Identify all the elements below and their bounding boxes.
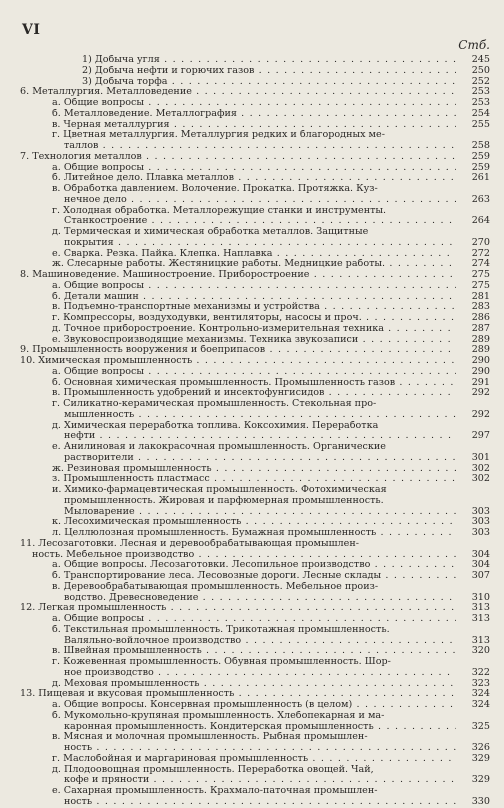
toc-entry <box>20 109 490 120</box>
toc-entry-title: г. Цветная металлургия. Металлургия редких и благородных ме- <box>52 130 385 141</box>
toc-entry-page: 313 <box>471 634 490 646</box>
toc-entry-page: 286 <box>471 312 490 323</box>
toc-entry-page: 301 <box>471 451 490 463</box>
toc-entry-page: 325 <box>471 720 490 732</box>
toc-entry-page: 258 <box>471 140 490 151</box>
toc-entry-title: в. Обработка давлением. Волочение. Прокатка. Протяжка. Куз- <box>52 184 378 194</box>
toc-entry-title: водство. Древесноведение . . . <box>20 593 456 604</box>
toc-entry-title: л. Целлюлозная промышленность. Бумажная промышленность . . . <box>20 528 456 539</box>
toc-entry-page: 292 <box>471 387 490 399</box>
toc-entry-title: д. Меховая промышленность . . . <box>20 679 456 690</box>
toc-entry-page: 290 <box>471 365 490 377</box>
toc-entry-page: 255 <box>471 118 490 130</box>
toc-entry <box>20 324 490 335</box>
toc-entry <box>20 614 490 625</box>
toc-entry-title: д. Плодоовощная промышленность. Переработка овощей. Чай, <box>52 764 374 775</box>
toc-entry-title: б. Литейное дело. Плавка металлов . . . <box>20 173 456 184</box>
toc-entry-title: 12. Легкая промышленность . . . <box>20 603 456 614</box>
toc-entry <box>20 313 490 324</box>
toc-entry-page: 324 <box>471 699 490 710</box>
toc-entry <box>20 442 490 464</box>
toc-entry <box>20 335 490 346</box>
toc-entry-page: 313 <box>471 613 490 624</box>
toc-entry-title: г. Маслобойная и маргариновая промышленность . . . <box>20 754 456 765</box>
toc-entry <box>20 87 490 98</box>
toc-entry-page: 326 <box>471 742 490 753</box>
toc-entry <box>20 249 490 260</box>
toc-entry-title: к. Лесохимическая промышленность . . . <box>20 517 456 528</box>
toc-entry-page: 330 <box>471 795 490 807</box>
toc-entry <box>20 345 490 356</box>
toc-entry-title: ж. Слесарные работы. Жестяницкие работы. Медницкие работы. . . . <box>20 259 456 270</box>
toc-entry-title: д. Химическая переработка топлива. Коксохимия. Переработка <box>52 420 379 431</box>
toc-entry-title: Валяльно-войлочное производство . . . <box>20 636 456 647</box>
toc-entry-page: 323 <box>471 677 490 689</box>
toc-entry <box>20 539 490 561</box>
toc-entry <box>20 560 490 571</box>
toc-entry-title: а. Общие вопросы . . . <box>20 281 456 292</box>
toc-entry-title: д. Точное приборостроение. Контрольно-измерительная техника . . . <box>20 324 456 335</box>
toc-entry <box>20 77 490 88</box>
toc-entry <box>20 754 490 765</box>
toc-entry <box>20 732 490 754</box>
toc-entry-title: 6. Металлургия. Металловедение . . . <box>20 87 456 98</box>
toc-entry-title: в. Черная металлургия . . . <box>20 120 456 131</box>
toc-entry <box>20 474 490 485</box>
toc-entry-page: 291 <box>471 376 490 388</box>
toc-entry-page: 290 <box>471 355 490 366</box>
toc-entry-title: 3) Добыча торфа . . . <box>20 77 456 88</box>
toc-entry <box>20 292 490 303</box>
toc-entry-page: 254 <box>471 107 490 119</box>
toc-entry-page: 289 <box>471 344 490 356</box>
toc-entry-page: 261 <box>471 172 490 184</box>
toc-entry-title: в. Мясная и молочная промышленность. Рыбная промышлен- <box>52 732 368 743</box>
toc-entry-title: промышленность. Жировая и парфюмерная промышленность. <box>64 495 384 506</box>
toc-entry-title: нефти . . . <box>20 431 456 442</box>
toc-entry-title: а. Общие вопросы. Консервная промышленность (в целом) . . . <box>20 700 456 711</box>
toc-entry-page: 253 <box>471 86 490 98</box>
toc-entry <box>20 582 490 604</box>
toc-entry <box>20 378 490 389</box>
toc-entry-title: ность . . . <box>20 797 456 808</box>
toc-entry-title: 13. Пищевая и вкусовая промышленность . . . <box>20 689 456 700</box>
toc-entry-page: 253 <box>471 97 490 108</box>
toc-entry-page: 283 <box>471 301 490 313</box>
toc-entry <box>20 270 490 281</box>
page-number: VI <box>22 22 41 38</box>
toc-entry-page: 259 <box>471 150 490 162</box>
toc-entry-page: 252 <box>471 75 490 87</box>
toc-entry-title: а. Общие вопросы. Лесозаготовки. Лесопильное производство . . . <box>20 560 456 571</box>
toc-entry <box>20 765 490 787</box>
toc-entry <box>20 657 490 679</box>
toc-entry <box>20 281 490 292</box>
toc-entry-title: Станкостроение . . . <box>20 216 456 227</box>
toc-entry <box>20 646 490 657</box>
toc-entry-title: з. Промышленность пластмасс . . . <box>20 474 456 485</box>
toc-entry-title: 2) Добыча нефти и горючих газов . . . <box>20 66 456 77</box>
toc-entry <box>20 388 490 399</box>
toc-entry <box>20 206 490 228</box>
toc-entry-title: е. Сахарная промышленность. Крахмало-паточная промышлен- <box>52 786 378 796</box>
toc-entry <box>20 367 490 378</box>
toc-entry-page: 245 <box>471 54 490 65</box>
toc-entry-page: 275 <box>471 279 490 291</box>
toc-entry-title: б. Металловедение. Металлография . . . <box>20 109 456 120</box>
toc-entry-title: а. Общие вопросы . . . <box>20 98 456 109</box>
toc-entry <box>20 421 490 443</box>
toc-entry-title: ность. Мебельное производство . . . <box>20 550 456 561</box>
toc-entry <box>20 603 490 614</box>
toc-entry-title: б. Мукомольно-крупяная промышленность. Хлебопекарная и ма- <box>52 710 385 721</box>
toc-entry-title: 8. Машиноведение. Машиностроение. Приборостроение . . . <box>20 270 456 281</box>
toc-entry-page: 272 <box>471 247 490 259</box>
toc-entry-title: 9. Промышленность вооружения и боеприпасов . . . <box>20 345 456 356</box>
toc-entry-page: 264 <box>471 215 490 227</box>
toc-entry <box>20 55 490 66</box>
toc-entry-page: 313 <box>471 602 490 614</box>
toc-entry <box>20 399 490 421</box>
toc-entry-title: б. Текстильная промышленность. Трикотажная промышленность. <box>52 624 390 635</box>
toc-entry <box>20 679 490 690</box>
toc-entry-page: 297 <box>471 430 490 442</box>
toc-entry-title: б. Основная химическая промышленность. Промышленность газов . . . <box>20 378 456 389</box>
toc-entry-title: нечное дело . . . <box>20 195 456 206</box>
toc-entry-title: ность . . . <box>20 743 456 754</box>
toc-entry <box>20 98 490 109</box>
toc-entry-page: 324 <box>471 688 490 700</box>
toc-entry-title: 10. Химическая промышленность . . . <box>20 356 456 367</box>
toc-entry-page: 275 <box>471 269 490 280</box>
toc-entry <box>20 120 490 131</box>
toc-entry-title: и. Химико-фармацевтическая промышленность. Фотохимическая <box>52 485 387 495</box>
toc-entry-title: д. Термическая и химическая обработка металлов. Защитные <box>52 227 369 237</box>
toc-entry-page: 270 <box>471 236 490 248</box>
toc-entry <box>20 528 490 539</box>
toc-entry-title: е. Анилиновая и лакокрасочная промышленность. Органические <box>52 442 386 452</box>
toc-entry-page: 302 <box>471 473 490 485</box>
toc-entry-title: покрытия . . . <box>20 238 456 249</box>
toc-entry <box>20 571 490 582</box>
toc-entry-title: г. Компрессоры, воздуходувки, вентиляторы, насосы и проч. . . . <box>20 313 456 324</box>
toc-entry-page: 307 <box>471 570 490 581</box>
toc-entry-page: 263 <box>471 193 490 205</box>
toc-entry-page: 322 <box>471 666 490 678</box>
toc-entry-page: 281 <box>471 290 490 302</box>
toc-entry <box>20 700 490 711</box>
toc-entry-page: 302 <box>471 462 490 474</box>
toc-entry-title: в. Деревообрабатывающая промышленность. Мебельное произ- <box>52 581 379 592</box>
toc-entry <box>20 130 490 152</box>
toc-entry-page: 304 <box>471 548 490 560</box>
toc-entry <box>20 152 490 163</box>
toc-entry <box>20 184 490 206</box>
toc-entry-title: ж. Резиновая промышленность . . . <box>20 464 456 475</box>
toc-entry-title: в. Швейная промышленность . . . <box>20 646 456 657</box>
toc-entry-title: ное производство . . . <box>20 668 456 679</box>
column-heading: Стб. <box>458 38 490 52</box>
toc-entry-title: а. Общие вопросы . . . <box>20 163 456 174</box>
toc-entry-title: в. Подъемно-транспортные механизмы и устройства . . . <box>20 302 456 313</box>
toc-entry-page: 250 <box>471 64 490 76</box>
toc-entry-page: 329 <box>471 752 490 764</box>
toc-entry-page: 289 <box>471 333 490 345</box>
toc-entry-title: Мыловарение . . . <box>20 507 456 518</box>
toc-entry-title: а. Общие вопросы . . . <box>20 367 456 378</box>
toc-entry-title: мышленность . . . <box>20 410 456 421</box>
toc-entry <box>20 302 490 313</box>
toc-entry-page: 303 <box>471 527 490 538</box>
toc-entry-title: е. Сварка. Резка. Пайка. Клепка. Наплавка . . . <box>20 249 456 260</box>
toc-entry-title: г. Кожевенная промышленность. Обувная промышленность. Шор- <box>52 657 391 667</box>
toc-entry-title: е. Звуковоспроизводящие механизмы. Техника звукозаписи . . . <box>20 335 456 346</box>
toc-entry-title: а. Общие вопросы . . . <box>20 614 456 625</box>
toc-entry <box>20 259 490 270</box>
toc-entry-title: 1) Добыча угля . . . <box>20 55 456 66</box>
toc-entry-title: 7. Технология металлов . . . <box>20 152 456 163</box>
toc-entry <box>20 485 490 517</box>
toc-entry <box>20 786 490 808</box>
toc-entry <box>20 517 490 528</box>
toc-entry <box>20 711 490 733</box>
toc-entry-page: 259 <box>471 161 490 173</box>
table-of-contents <box>20 55 490 808</box>
toc-entry-page: 320 <box>471 645 490 657</box>
toc-entry-page: 287 <box>471 322 490 334</box>
toc-entry-page: 292 <box>471 408 490 420</box>
toc-entry-title: б. Транспортирование леса. Лесовозные дороги. Лесные склады . . . <box>20 571 456 582</box>
toc-entry-page: 304 <box>471 559 490 571</box>
toc-entry-title: таллов . . . <box>20 141 456 152</box>
toc-entry <box>20 464 490 475</box>
toc-entry-page: 303 <box>471 516 490 528</box>
toc-entry <box>20 689 490 700</box>
toc-entry-title: каронная промышленность. Кондитерская промышленность . . . <box>20 722 456 733</box>
toc-entry-title: кофе и пряности . . . <box>20 775 456 786</box>
toc-entry-title: растворители . . . <box>20 453 456 464</box>
toc-entry <box>20 66 490 77</box>
toc-entry <box>20 227 490 249</box>
toc-entry-page: 329 <box>471 774 490 786</box>
toc-entry <box>20 173 490 184</box>
toc-entry-title: г. Силикатно-керамическая промышленность. Стекольная про- <box>52 399 377 409</box>
toc-entry <box>20 163 490 174</box>
toc-entry <box>20 356 490 367</box>
toc-entry-title: г. Холодная обработка. Металлорежущие станки и инструменты. <box>52 205 387 216</box>
toc-entry <box>20 625 490 647</box>
toc-entry-page: 303 <box>471 505 490 517</box>
toc-entry-title: б. Детали машин . . . <box>20 292 456 303</box>
toc-entry-page: 310 <box>471 591 490 603</box>
toc-entry-page: 274 <box>471 258 490 270</box>
toc-entry-title: 11. Лесозаготовки. Лесная и деревообрабатывающая промышлен- <box>20 538 359 549</box>
toc-entry-title: в. Промышленность удобрений и инсектофунгисидов . . . <box>20 388 456 399</box>
